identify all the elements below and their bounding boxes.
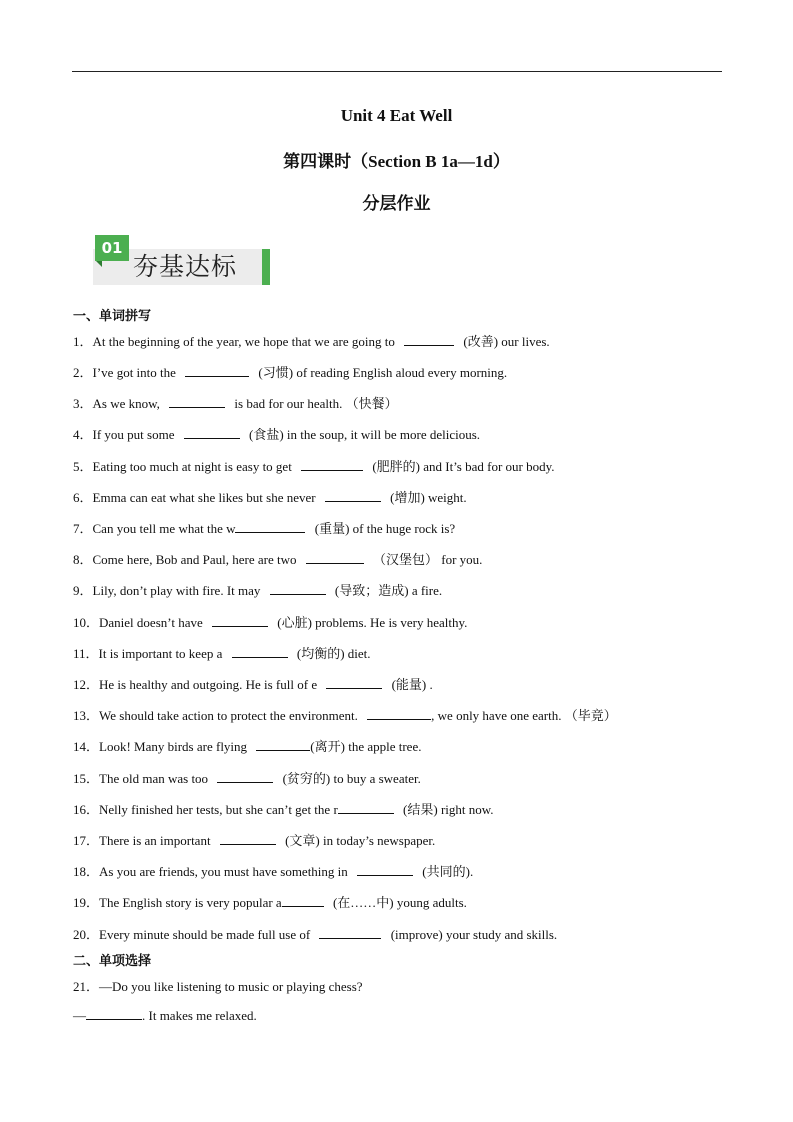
question-item bbox=[73, 924, 557, 943]
question-hint: is bad for our health. （快餐） bbox=[234, 396, 398, 411]
question-item bbox=[73, 580, 442, 599]
question-number: 16． bbox=[73, 802, 100, 817]
answer-blank[interactable] bbox=[270, 582, 326, 595]
question-hint: (均衡的) diet. bbox=[296, 646, 371, 661]
banner-number-badge: 01 bbox=[95, 235, 129, 261]
question-hint: (贫穷的) to buy a sweater. bbox=[282, 771, 421, 786]
answer-blank[interactable] bbox=[319, 926, 381, 939]
question-text: He is healthy and outgoing. He is full of e bbox=[99, 677, 318, 692]
question-hint: （汉堡包） for you. bbox=[372, 552, 483, 567]
question-item bbox=[73, 362, 507, 381]
answer-blank[interactable] bbox=[169, 395, 225, 408]
answer-blank[interactable] bbox=[185, 364, 249, 377]
question-number: 15． bbox=[73, 771, 100, 786]
question-hint: , we only have one earth. （毕竟） bbox=[431, 708, 617, 723]
question-text: At the beginning of the year, we hope that we are going to bbox=[92, 334, 395, 349]
question-item bbox=[73, 799, 494, 818]
question-item bbox=[73, 736, 421, 755]
question-hint: (improve) your study and skills. bbox=[390, 927, 558, 942]
question-item bbox=[73, 768, 421, 787]
question-item bbox=[73, 424, 480, 443]
question-hint: (重量) of the huge rock is? bbox=[314, 521, 456, 536]
question-hint: (能量) . bbox=[391, 677, 433, 692]
question-hint: (肥胖的) and It’s bad for our body. bbox=[372, 459, 555, 474]
answer-blank[interactable] bbox=[220, 832, 276, 845]
question-item bbox=[73, 674, 433, 693]
question-text: Lily, don’t play with fire. It may bbox=[92, 583, 261, 598]
question-text: Come here, Bob and Paul, here are two bbox=[92, 552, 297, 567]
answer-blank[interactable] bbox=[357, 863, 413, 876]
answer-blank[interactable] bbox=[86, 1007, 142, 1020]
question-item bbox=[73, 976, 363, 995]
question-hint: (离开) the apple tree. bbox=[310, 739, 422, 754]
answer-blank[interactable] bbox=[301, 458, 363, 471]
question-number: 5． bbox=[73, 459, 93, 474]
question-text: Can you tell me what the w bbox=[92, 521, 236, 536]
page-title: Unit 4 Eat Well bbox=[340, 106, 453, 125]
banner-accent-bar bbox=[262, 249, 270, 285]
answer-blank[interactable] bbox=[326, 676, 382, 689]
question-text: 21．—Do you like listening to music or playing chess? bbox=[73, 979, 363, 994]
question-number: 6． bbox=[73, 490, 93, 505]
question-item bbox=[73, 643, 371, 662]
answer-blank[interactable] bbox=[217, 770, 273, 783]
question-item bbox=[73, 549, 482, 568]
question-hint: (心脏) problems. He is very healthy. bbox=[277, 615, 468, 630]
question-number: 13． bbox=[73, 708, 100, 723]
question-number: 9． bbox=[73, 583, 93, 598]
question-text: We should take action to protect the environment. bbox=[99, 708, 358, 723]
question-text: The English story is very popular a bbox=[99, 895, 282, 910]
question-item bbox=[73, 518, 455, 537]
question-number: 2． bbox=[73, 365, 93, 380]
answer-blank[interactable] bbox=[367, 707, 431, 720]
question-text: Look! Many birds are flying bbox=[99, 739, 248, 754]
question-text: As we know, bbox=[92, 396, 160, 411]
answer-blank[interactable] bbox=[235, 520, 305, 533]
question-item bbox=[73, 861, 473, 880]
question-item bbox=[73, 830, 435, 849]
answer-blank[interactable] bbox=[404, 333, 454, 346]
banner-label: 夯基达标 bbox=[133, 252, 238, 281]
section-banner bbox=[83, 233, 273, 287]
answer-blank[interactable] bbox=[212, 614, 268, 627]
question-text: The old man was too bbox=[99, 771, 209, 786]
question-number: 1． bbox=[73, 334, 93, 349]
answer-blank[interactable] bbox=[184, 426, 240, 439]
question-number: 7． bbox=[73, 521, 93, 536]
answer-blank[interactable] bbox=[338, 801, 394, 814]
question-item bbox=[73, 331, 550, 350]
banner-fold bbox=[96, 261, 102, 267]
question-hint: (在……中) young adults. bbox=[332, 895, 467, 910]
question-number: 18． bbox=[73, 864, 100, 879]
section-heading-choice: 二、单项选择 bbox=[73, 954, 152, 969]
question-text: As you are friends, you must have something in bbox=[99, 864, 348, 879]
answer-blank[interactable] bbox=[282, 894, 324, 907]
question-hint: (习惯) of reading English aloud every morning. bbox=[258, 365, 508, 380]
question-hint: (共同的). bbox=[422, 864, 474, 879]
answer-blank[interactable] bbox=[325, 489, 381, 502]
question-hint: (增加) weight. bbox=[390, 490, 467, 505]
question-item bbox=[73, 612, 467, 631]
question-number: 4． bbox=[73, 427, 93, 442]
question-hint: (文章) in today’s newspaper. bbox=[285, 833, 436, 848]
question-number: 8． bbox=[73, 552, 93, 567]
answer-blank[interactable] bbox=[306, 551, 364, 564]
answer-blank[interactable] bbox=[256, 738, 310, 751]
homework-subtitle: 分层作业 bbox=[362, 194, 431, 213]
question-number: 10． bbox=[73, 615, 100, 630]
question-number: 14． bbox=[73, 739, 100, 754]
question-hint: (改善) our lives. bbox=[463, 334, 550, 349]
question-text: Eating too much at night is easy to get bbox=[92, 459, 292, 474]
question-number: 19． bbox=[73, 895, 100, 910]
question-item bbox=[73, 456, 555, 475]
question-number: 3． bbox=[73, 396, 93, 411]
question-number: 20． bbox=[73, 927, 100, 942]
question-number: 11． bbox=[73, 646, 99, 661]
question-hint: (食盐) in the soup, it will be more delicious. bbox=[248, 427, 481, 442]
dash: — bbox=[73, 1008, 86, 1023]
answer-continuation: . It makes me relaxed. bbox=[142, 1008, 257, 1023]
question-item bbox=[73, 892, 467, 911]
question-text: It is important to keep a bbox=[98, 646, 223, 661]
question-item bbox=[73, 393, 398, 412]
question-number: 17． bbox=[73, 833, 100, 848]
lesson-subtitle: 第四课时（Section B 1a—1d） bbox=[283, 152, 510, 171]
question-text: If you put some bbox=[92, 427, 175, 442]
question-text: I’ve got into the bbox=[92, 365, 176, 380]
section-heading-spelling: 一、单词拼写 bbox=[73, 309, 152, 324]
question-text: Daniel doesn’t have bbox=[99, 615, 203, 630]
question-hint: (导致；造成) a fire. bbox=[334, 583, 443, 598]
question-number: 12． bbox=[73, 677, 100, 692]
header-rule bbox=[72, 71, 722, 72]
question-hint: (结果) right now. bbox=[403, 802, 494, 817]
question-text: Emma can eat what she likes but she never bbox=[92, 490, 316, 505]
question-text: Every minute should be made full use of bbox=[99, 927, 311, 942]
question-answer-line bbox=[73, 1007, 257, 1024]
question-text: There is an important bbox=[99, 833, 211, 848]
question-item bbox=[73, 487, 467, 506]
question-item bbox=[73, 705, 617, 724]
question-text: Nelly finished her tests, but she can’t get the r bbox=[99, 802, 338, 817]
answer-blank[interactable] bbox=[232, 645, 288, 658]
